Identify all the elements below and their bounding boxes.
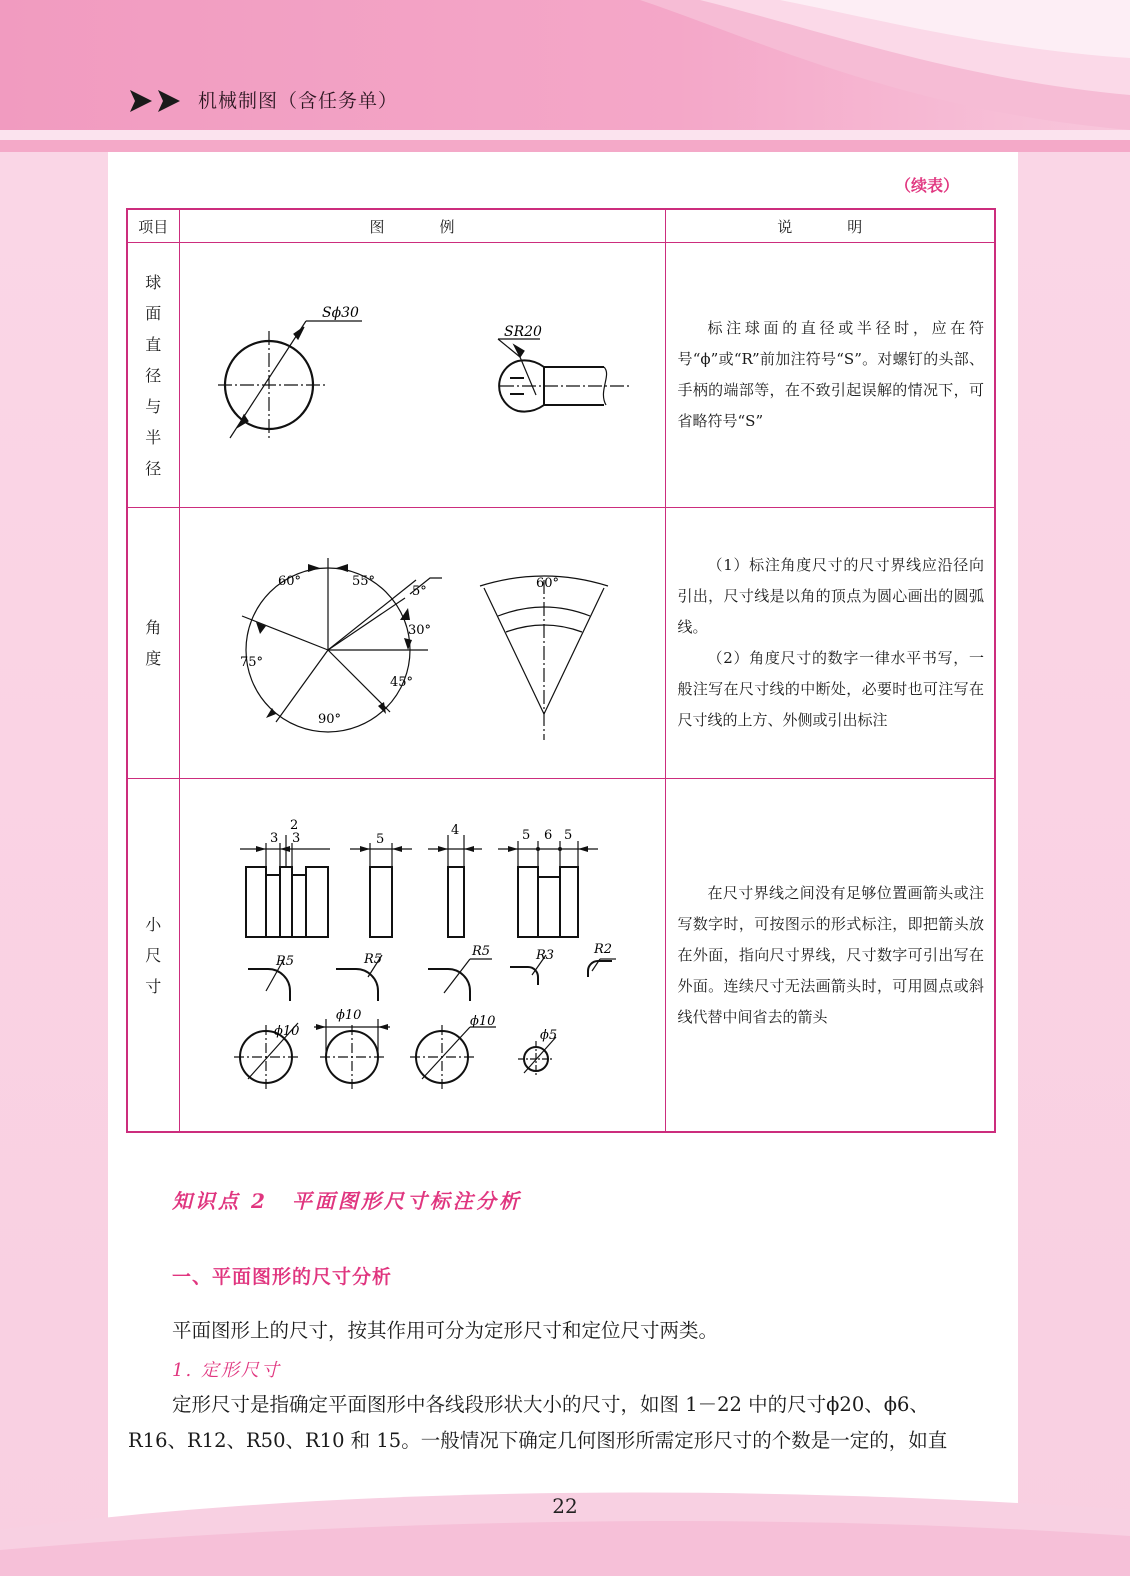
row-item-sphere: 球 面 直 径 与 半 径 <box>127 243 179 508</box>
label-angle-90: 90° <box>317 712 341 727</box>
label-phi10-a: ϕ10 <box>273 1024 299 1039</box>
row-figure-angle <box>179 508 665 779</box>
label-r5-c: R5 <box>471 944 490 959</box>
header-figure: 图 例 <box>179 209 665 243</box>
label-dim-5a: 5 <box>375 832 384 847</box>
table-row <box>127 779 995 1133</box>
label-dim-5b: 5 <box>521 828 530 843</box>
dimension-rules-table <box>126 208 996 1133</box>
row-description-sphere: 标注球面的直径或半径时，应在符号“ϕ”或“R”前加注符号“S”。对螺钉的头部、手柄的端部等，在不致引起误解的情况下，可省略符号“S” <box>665 243 995 508</box>
small-dimension-diagram <box>180 779 666 1131</box>
label-dim-4: 4 <box>450 823 459 838</box>
row-figure-sphere <box>179 243 665 508</box>
page-header <box>0 0 1130 130</box>
label-dim-5c: 5 <box>563 828 572 843</box>
row-item-small: 小 尺 寸 <box>127 779 179 1133</box>
label-angle-75: 75° <box>239 655 263 670</box>
label-angle-60: 60° <box>277 574 301 589</box>
label-s-phi30: Sϕ30 <box>321 305 359 321</box>
label-angle-55: 55° <box>351 574 375 589</box>
header-rule <box>0 140 1130 152</box>
label-angle-45: 45° <box>389 675 413 690</box>
label-dim-3b: 3 <box>291 831 300 846</box>
label-r3: R3 <box>535 948 554 963</box>
paragraph-2-line-2: R16、R12、R50、R10 和 15。一般情况下确定几何图形所需定形尺寸的个数是一定的，如直 <box>128 1429 948 1452</box>
label-phi10-c: ϕ10 <box>469 1014 495 1029</box>
continued-label: （续表） <box>895 176 960 195</box>
table-row <box>127 508 995 779</box>
label-r5-a: R5 <box>275 954 294 969</box>
label-phi10-b: ϕ10 <box>335 1008 361 1023</box>
paragraph-1: 平面图形上的尺寸，按其作用可分为定形尺寸和定位尺寸两类。 <box>172 1319 719 1342</box>
row-description-small: 在尺寸界线之间没有足够位置画箭头或注写数字时，可按图示的形式标注，即把箭头放在外面，指向尺寸界线，尺寸数字可引出写在外面。连续尺寸无法画箭头时，可用圆点或斜线代替中间省去的箭头 <box>665 779 995 1133</box>
sphere-diagram <box>180 243 666 507</box>
row-description-angle: （1）标注角度尺寸的尺寸界线应沿径向引出，尺寸线是以角的顶点为圆心画出的圆弧线。 （2）角度尺寸的数字一律水平书写，一般注写在尺寸线的中断处，必要时也可注写在尺寸线的上方、外侧或引出标注 <box>665 508 995 779</box>
knowledge-point-heading <box>172 1185 522 1214</box>
knowledge-point-label: 知识点 2 <box>172 1189 268 1213</box>
label-fan-60: 60° <box>535 576 559 591</box>
paragraph-2-line-1: 定形尺寸是指确定平面图形中各线段形状大小的尺寸，如图 1－22 中的尺寸ϕ20、ϕ6、 <box>172 1393 929 1416</box>
left-margin-band <box>0 152 108 1576</box>
right-margin-band <box>1018 152 1130 1576</box>
table-header-row <box>127 209 995 243</box>
label-angle-30: 30° <box>407 623 431 638</box>
knowledge-point-title: 平面图形尺寸标注分析 <box>291 1189 522 1213</box>
label-dim-2: 2 <box>289 818 298 833</box>
label-dim-6: 6 <box>543 828 552 843</box>
subheading-shape-dimension: 1. 定形尺寸 <box>172 1360 281 1381</box>
angle-diagram <box>180 508 666 778</box>
section-heading: 一、平面图形的尺寸分析 <box>172 1266 393 1288</box>
label-dim-3a: 3 <box>269 831 278 846</box>
footer-wave-graphic <box>0 1470 1130 1576</box>
label-r2: R2 <box>593 942 612 957</box>
header-item: 项目 <box>127 209 179 243</box>
table-row <box>127 243 995 508</box>
label-phi5: ϕ5 <box>539 1028 557 1043</box>
label-r5-b: R5 <box>363 952 382 967</box>
label-angle-5: 5° <box>411 584 427 599</box>
header-description: 说 明 <box>665 209 995 243</box>
label-sr20: SR20 <box>503 324 542 340</box>
row-item-angle: 角 度 <box>127 508 179 779</box>
page-number: 22 <box>552 1494 578 1518</box>
row-figure-small <box>179 779 665 1133</box>
book-title: 机械制图（含任务单） <box>198 90 399 112</box>
double-arrow-icon <box>130 90 190 112</box>
